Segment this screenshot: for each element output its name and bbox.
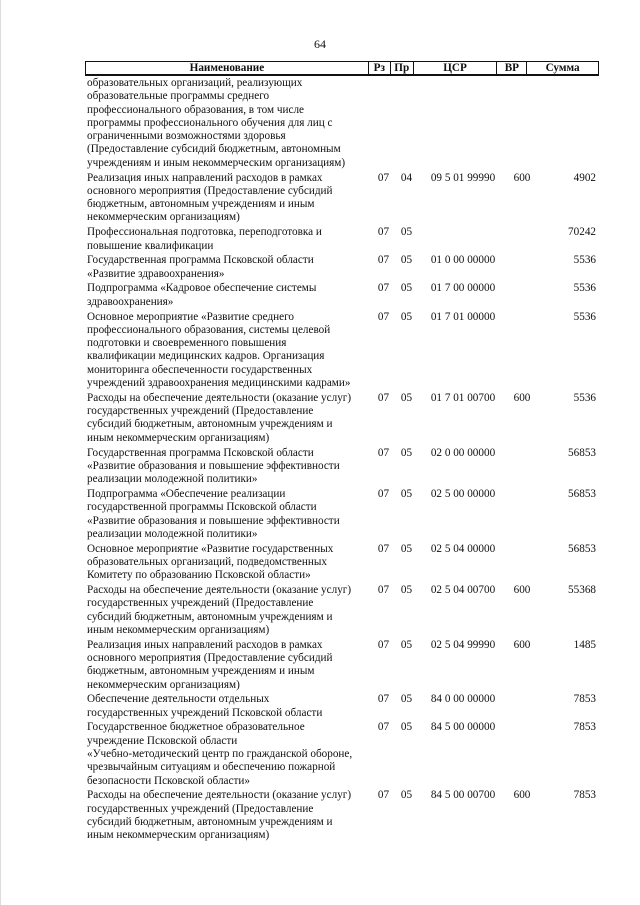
row-name: образовательных организаций, реализующих образовательные программы среднего профессионального образования, в том числе программы профессионального обучения для лиц с ограниченными возможностями здоровья (Предоставление субсидий бюджетным, автономным учреждениям и иным некоммерческим организациям)	[87, 77, 346, 169]
row-name: Профессиональная подготовка, переподготовка и повышение квалификации	[87, 226, 322, 252]
table-row	[87, 488, 599, 541]
row-rz: 07	[377, 226, 390, 239]
row-sum: 5536	[573, 254, 596, 267]
table-row	[87, 77, 599, 170]
table-row	[87, 543, 599, 583]
row-csr: 02 5 00 00000	[430, 487, 496, 500]
row-pr: 05	[400, 721, 413, 734]
header-vr: ВР	[497, 62, 527, 74]
table-row	[87, 311, 599, 391]
row-rz: 07	[377, 583, 390, 596]
row-sum: 5536	[573, 282, 596, 295]
header-rz: Рз	[369, 62, 391, 74]
row-name: Основное мероприятие «Развитие государственных образовательных организаций, подведомственных Комитету по образованию Псковской области»	[87, 542, 334, 582]
row-pr: 05	[400, 693, 413, 706]
table-row	[87, 721, 599, 787]
row-pr: 05	[400, 226, 413, 239]
row-rz: 07	[377, 721, 390, 734]
table-header	[85, 61, 599, 76]
header-sum: Сумма	[545, 62, 580, 74]
row-rz: 07	[377, 254, 390, 267]
row-pr: 05	[400, 487, 413, 500]
row-rz: 07	[377, 171, 390, 184]
row-name: Государственная программа Псковской области «Развитие образования и повышение эффективности реализации молодежной политики»	[87, 446, 340, 486]
row-name: Расходы на обеспечение деятельности (оказание услуг) государственных учреждений (Предоставление субсидий бюджетным, автономным учреждениям и иным некоммерческим организациям)	[87, 583, 352, 636]
row-csr: 84 0 00 00000	[430, 693, 496, 706]
row-sum: 7853	[573, 789, 596, 802]
row-name: Обеспечение деятельности отдельных государственных учреждений Псковской области	[87, 693, 323, 719]
row-name: Основное мероприятие «Развитие среднего профессионального образования, системы целевой подготовки и своевременного повышения квалификации медицинских кадров. Организация мониторинга обеспеченности государственных учреждений здравоохранения медицинскими кадрами»	[87, 310, 351, 390]
row-rz: 07	[377, 282, 390, 295]
row-sum: 55368	[568, 583, 596, 596]
row-rz: 07	[377, 789, 390, 802]
row-sum: 70242	[568, 226, 596, 239]
row-name: Государственное бюджетное образовательное учреждение Псковской области «Учебно-методический центр по гражданской обороне, чрезвычайным ситуациям и обеспечению пожарной безопасности Псковской области»	[87, 721, 353, 787]
row-csr: 02 0 00 00000	[430, 446, 496, 459]
row-name: Расходы на обеспечение деятельности (оказание услуг) государственных учреждений (Предоставление субсидий бюджетным, автономным учреждениям и иным некоммерческим организациям)	[87, 391, 352, 444]
table-row	[87, 789, 599, 842]
table-row	[87, 447, 599, 487]
row-csr: 84 5 00 00700	[430, 789, 496, 802]
row-rz: 07	[377, 391, 390, 404]
row-pr: 05	[400, 282, 413, 295]
row-pr: 05	[400, 542, 413, 555]
row-name: Подпрограмма «Обеспечение реализации государственной программы Псковской области «Развитие образования и повышение эффективности реализации молодежной политики»	[87, 487, 340, 540]
row-csr: 02 5 04 99990	[430, 638, 496, 651]
row-csr: 01 0 00 00000	[430, 254, 496, 267]
table-row	[87, 693, 599, 720]
header-name: Наименование	[86, 62, 369, 74]
header-pr: Пр	[391, 62, 414, 74]
row-pr: 05	[400, 583, 413, 596]
row-csr: 01 7 00 00000	[430, 282, 496, 295]
row-csr: 02 5 04 00700	[430, 583, 496, 596]
row-rz: 07	[377, 693, 390, 706]
table-row	[87, 584, 599, 637]
row-sum: 56853	[568, 542, 596, 555]
row-pr: 05	[400, 789, 413, 802]
row-csr: 01 7 01 00000	[430, 310, 496, 323]
row-name: Государственная программа Псковской области «Развитие здравоохранения»	[87, 254, 314, 280]
row-pr: 05	[400, 391, 413, 404]
row-rz: 07	[377, 446, 390, 459]
table-row	[87, 172, 599, 225]
row-pr: 05	[400, 310, 413, 323]
scan-edge	[0, 0, 1, 905]
table-row	[87, 392, 599, 445]
row-rz: 07	[377, 487, 390, 500]
row-sum: 56853	[568, 487, 596, 500]
row-rz: 07	[377, 542, 390, 555]
row-sum: 4902	[573, 171, 596, 184]
row-csr: 09 5 01 99990	[430, 171, 496, 184]
table-row	[87, 226, 599, 253]
row-vr: 600	[513, 583, 531, 596]
row-csr: 02 5 04 00000	[430, 542, 496, 555]
row-pr: 05	[400, 638, 413, 651]
row-pr: 05	[400, 446, 413, 459]
row-name: Реализация иных направлений расходов в рамках основного мероприятия (Предоставление субсидий бюджетным, автономным учреждениям и иным некоммерческим организациям)	[87, 171, 333, 224]
row-sum: 56853	[568, 446, 596, 459]
row-csr: 01 7 01 00700	[430, 391, 496, 404]
row-vr: 600	[513, 789, 531, 802]
page-number: 64	[314, 37, 326, 51]
row-rz: 07	[377, 310, 390, 323]
row-sum: 7853	[573, 693, 596, 706]
row-sum: 7853	[573, 721, 596, 734]
table-row	[87, 282, 599, 309]
row-vr: 600	[513, 171, 531, 184]
table-row	[87, 254, 599, 281]
row-pr: 04	[400, 171, 413, 184]
table-row	[87, 639, 599, 692]
row-rz: 07	[377, 638, 390, 651]
row-sum: 5536	[573, 391, 596, 404]
row-name: Расходы на обеспечение деятельности (оказание услуг) государственных учреждений (Предоставление субсидий бюджетным, автономным учреждениям и иным некоммерческим организациям)	[87, 789, 352, 842]
row-name: Подпрограмма «Кадровое обеспечение системы здравоохранения»	[87, 282, 317, 308]
table-body	[87, 77, 599, 844]
row-name: Реализация иных направлений расходов в рамках основного мероприятия (Предоставление субсидий бюджетным, автономным учреждениям и иным некоммерческим организациям)	[87, 638, 333, 691]
row-sum: 1485	[573, 638, 596, 651]
row-vr: 600	[513, 391, 531, 404]
row-sum: 5536	[573, 310, 596, 323]
header-csr: ЦСР	[414, 62, 498, 74]
row-csr: 84 5 00 00000	[430, 721, 496, 734]
row-vr: 600	[513, 638, 531, 651]
row-pr: 05	[400, 254, 413, 267]
